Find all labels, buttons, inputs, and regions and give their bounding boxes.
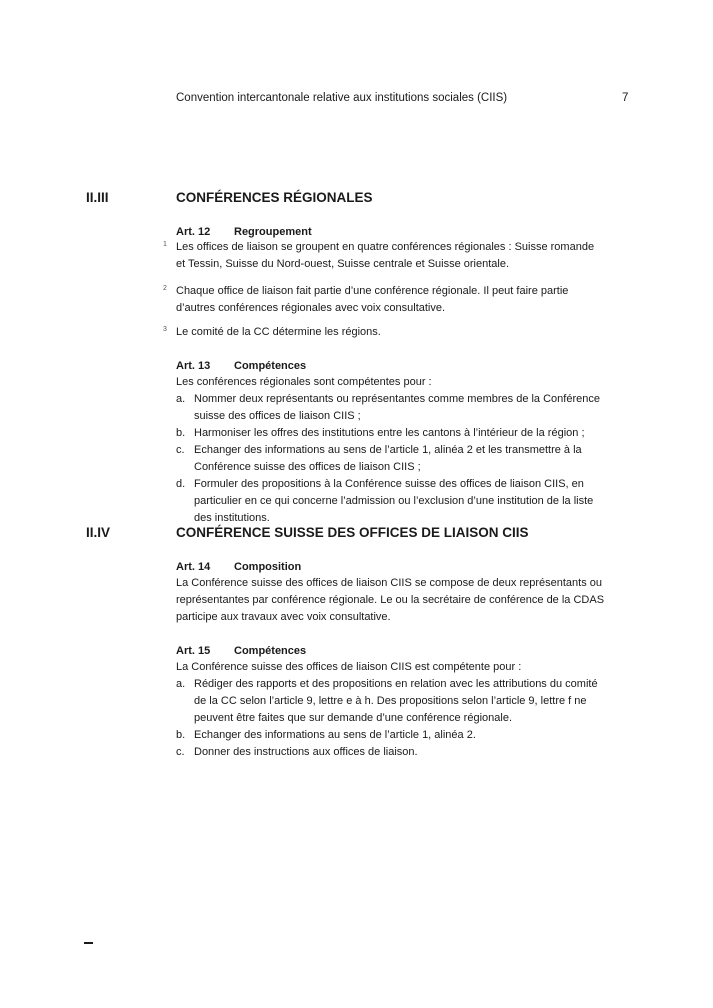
paragraph-number: 1 (163, 241, 167, 248)
list-item (176, 391, 628, 425)
text-line: Rédiger des rapports et des propositions en relation avec les attributions du comité (194, 678, 598, 690)
article-heading (176, 645, 306, 657)
running-header-title: Convention intercantonale relative aux institutions sociales (CIIS) (176, 92, 508, 104)
article-title: Compétences (234, 360, 307, 372)
section-number: II.IV (86, 525, 111, 540)
text-line: Donner des instructions aux offices de liaison. (194, 746, 418, 758)
text-line: particulier en ce qui concerne l’admission ou l’exclusion d’une institution de la liste (194, 495, 594, 507)
footer-dash (84, 942, 93, 944)
text-line: Le comité de la CC détermine les régions. (176, 326, 381, 338)
text-line: peuvent être faites que sur demande d’une conférence régionale. (194, 712, 512, 724)
text-line: Formuler des propositions à la Conférence suisse des offices de liaison CIIS, en (194, 478, 584, 490)
article-intro: La Conférence suisse des offices de liaison CIIS est compétente pour : (176, 661, 522, 673)
text-line: des institutions. (194, 512, 270, 524)
list-label: a. (176, 393, 186, 405)
list-item (176, 676, 628, 727)
text-line: d’autres conférences régionales avec voix consultative. (176, 302, 446, 314)
page-number: 7 (622, 92, 629, 104)
paragraph-number: 2 (163, 285, 167, 292)
text-line: suisse des offices de liaison CIIS ; (194, 410, 361, 422)
list-label: c. (176, 444, 185, 456)
list-item (176, 476, 628, 527)
section-title: CONFÉRENCE SUISSE DES OFFICES DE LIAISON CIIS (176, 525, 529, 540)
paragraph-number: 3 (163, 326, 167, 333)
list-label: b. (176, 427, 186, 439)
list-label: b. (176, 729, 186, 741)
text-line: Echanger des informations au sens de l’article 1, alinéa 2 et les transmettre à la (194, 444, 582, 456)
text-line: Chaque office de liaison fait partie d’une conférence régionale. Il peut faire partie (176, 285, 569, 297)
text-line: représentantes par conférence régionale. Le ou la secrétaire de conférence de la CDAS (176, 594, 605, 606)
text-line: La Conférence suisse des offices de liaison CIIS se compose de deux représentants ou (176, 577, 602, 589)
text-line: Nommer deux représentants ou représentantes comme membres de la Conférence (194, 393, 600, 405)
paragraph (176, 575, 628, 626)
article-heading (176, 360, 306, 372)
text-line: et Tessin, Suisse du Nord-ouest, Suisse centrale et Suisse orientale. (176, 258, 510, 270)
paragraph (176, 283, 628, 317)
article-heading (176, 226, 312, 238)
article-title: Composition (234, 561, 302, 573)
list-item (176, 744, 628, 761)
text-line: participe aux travaux avec voix consultative. (176, 611, 391, 623)
list-label: a. (176, 678, 186, 690)
text-line: de la CC selon l’article 9, lettre e à h. Des propositions selon l’article 9, lettre f ne (194, 695, 587, 707)
article-title: Regroupement (234, 226, 312, 238)
section-number: II.III (86, 190, 109, 205)
article-number: Art. 14 (176, 561, 211, 573)
list-item (176, 442, 628, 476)
article-number: Art. 12 (176, 226, 211, 238)
list-item (176, 425, 628, 442)
text-line: Harmoniser les offres des institutions entre les cantons à l’intérieur de la région ; (194, 427, 585, 439)
section-title: CONFÉRENCES RÉGIONALES (176, 190, 373, 205)
paragraph (176, 239, 628, 273)
article-number: Art. 15 (176, 645, 211, 657)
text-line: Conférence suisse des offices de liaison CIIS ; (194, 461, 421, 473)
list-item (176, 727, 628, 744)
paragraph (176, 324, 628, 341)
text-line: Echanger des informations au sens de l’article 1, alinéa 2. (194, 729, 476, 741)
article-intro: Les conférences régionales sont compétentes pour : (176, 376, 432, 388)
article-title: Compétences (234, 645, 307, 657)
list-label: d. (176, 478, 186, 490)
article-heading (176, 561, 301, 573)
list-label: c. (176, 746, 185, 758)
text-line: Les offices de liaison se groupent en quatre conférences régionales : Suisse romande (176, 241, 595, 253)
article-number: Art. 13 (176, 360, 211, 372)
